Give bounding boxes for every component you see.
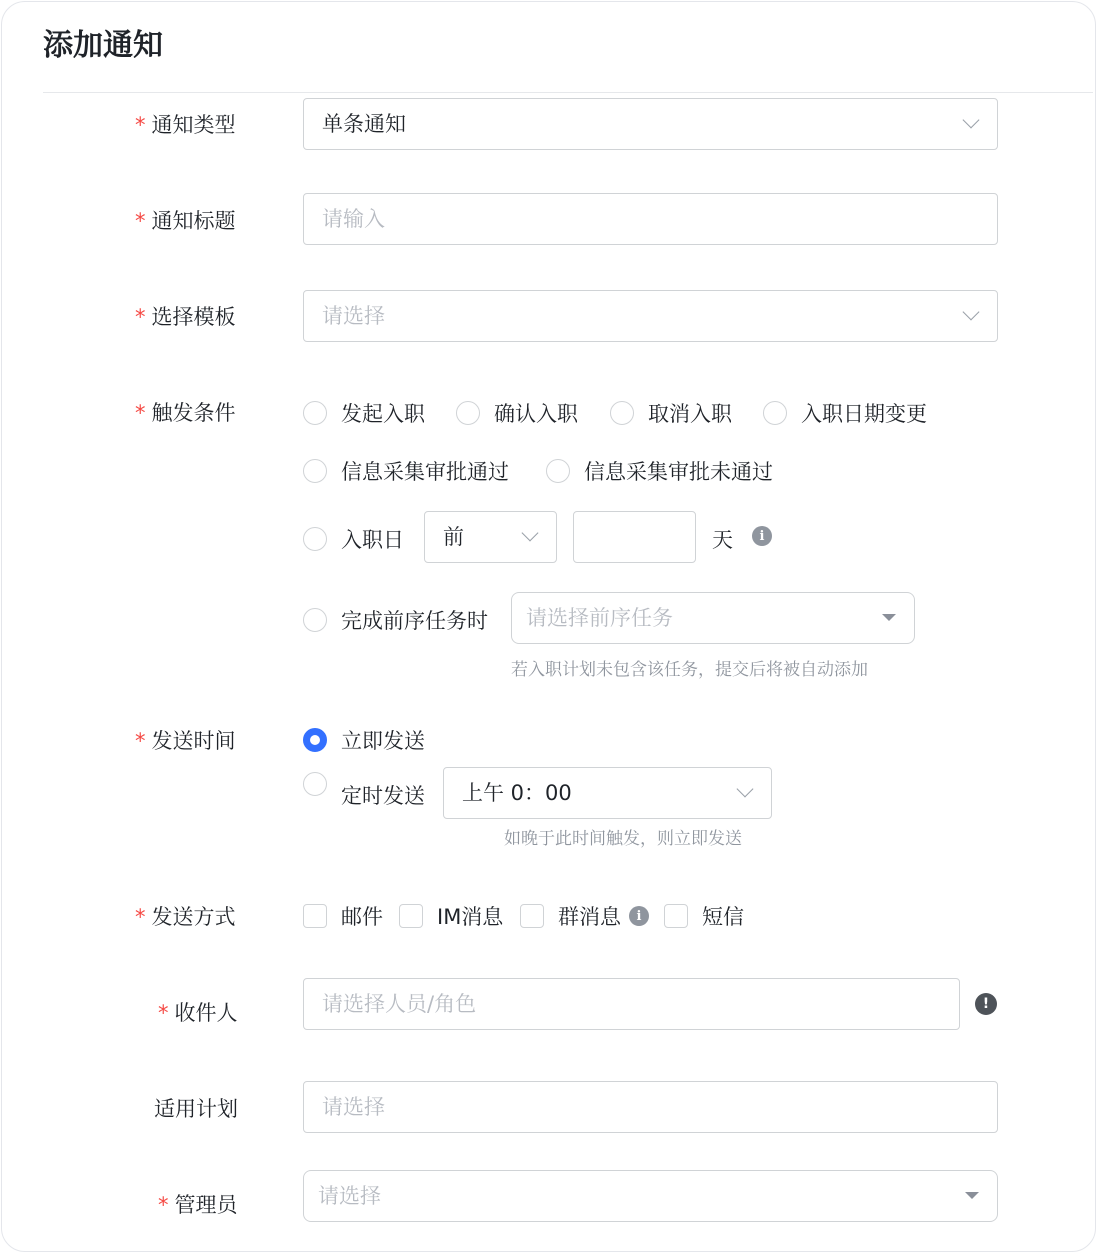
radio[interactable] <box>303 772 327 796</box>
scheduled-time-picker[interactable]: 上午 0：00 <box>443 767 772 819</box>
admin-label: * 管理员 <box>158 1193 238 1217</box>
radio[interactable] <box>303 527 327 551</box>
recipients-warning[interactable] <box>975 993 997 1015</box>
notify-title-input[interactable]: 请输入 <box>303 193 998 245</box>
radio[interactable] <box>610 401 634 425</box>
notify-title-label: * 通知标题 <box>135 209 236 233</box>
trigger-option-info-approved[interactable]: 信息采集审批通过 <box>303 456 509 486</box>
plan-label: 适用计划 <box>154 1097 238 1121</box>
send-method-im[interactable]: IM消息 <box>399 901 503 931</box>
checkbox[interactable] <box>303 904 327 928</box>
trigger-option-date-change[interactable]: 入职日期变更 <box>763 398 927 428</box>
send-time-label: * 发送时间 <box>135 729 236 753</box>
info-icon[interactable]: i <box>752 526 772 546</box>
info-icon[interactable]: i <box>629 906 649 926</box>
send-time-hint: 如晚于此时间触发，则立即发送 <box>504 829 742 849</box>
warning-icon[interactable]: ! <box>975 993 997 1015</box>
checkbox[interactable] <box>399 904 423 928</box>
add-notification-card <box>1 1 1096 1252</box>
send-scheduled-option[interactable]: 定时发送 <box>303 772 425 810</box>
required-mark: * <box>135 729 146 753</box>
chevron-down-icon <box>737 781 754 798</box>
trigger-label: * 触发条件 <box>135 401 236 425</box>
required-mark: * <box>135 113 146 137</box>
radio[interactable] <box>456 401 480 425</box>
template-select[interactable]: 请选择 <box>303 290 998 342</box>
caret-down-icon <box>965 1192 979 1199</box>
required-mark: * <box>158 1001 169 1025</box>
radio[interactable] <box>303 401 327 425</box>
radio-checked[interactable] <box>303 728 327 752</box>
required-mark: * <box>135 401 146 425</box>
radio[interactable] <box>303 608 327 632</box>
entry-day-count-input[interactable] <box>573 511 696 563</box>
chevron-down-icon <box>963 112 980 129</box>
required-mark: * <box>135 905 146 929</box>
notify-type-select[interactable]: 单条通知 <box>303 98 998 150</box>
chevron-down-icon <box>522 525 539 542</box>
pre-task-hint: 若入职计划未包含该任务，提交后将被自动添加 <box>511 660 868 680</box>
trigger-option-pre-task[interactable]: 完成前序任务时 <box>303 605 488 635</box>
send-method-sms[interactable]: 短信 <box>664 901 744 931</box>
trigger-option-confirm[interactable]: 确认入职 <box>456 398 578 428</box>
trigger-option-info-rejected[interactable]: 信息采集审批未通过 <box>546 456 773 486</box>
send-immediately-option[interactable]: 立即发送 <box>303 725 425 755</box>
caret-down-icon <box>882 614 896 621</box>
required-mark: * <box>158 1193 169 1217</box>
trigger-option-entry-day[interactable]: 入职日 <box>303 524 404 554</box>
admin-select[interactable]: 请选择 <box>303 1170 998 1222</box>
template-label: * 选择模板 <box>135 305 236 329</box>
pre-task-select[interactable]: 请选择前序任务 <box>511 592 915 644</box>
notify-type-label: * 通知类型 <box>135 113 236 137</box>
entry-day-unit: 天 <box>712 528 733 552</box>
checkbox[interactable] <box>664 904 688 928</box>
send-method-label: * 发送方式 <box>135 905 236 929</box>
send-method-group[interactable]: 群消息 i <box>520 901 649 931</box>
recipients-select[interactable]: 请选择人员/角色 <box>303 978 960 1030</box>
radio[interactable] <box>546 459 570 483</box>
required-mark: * <box>135 209 146 233</box>
radio[interactable] <box>303 459 327 483</box>
trigger-option-cancel[interactable]: 取消入职 <box>610 398 732 428</box>
trigger-option-start[interactable]: 发起入职 <box>303 398 425 428</box>
entry-day-relation-select[interactable]: 前 <box>424 511 557 563</box>
entry-day-info[interactable] <box>752 526 772 546</box>
checkbox[interactable] <box>520 904 544 928</box>
title-divider <box>43 92 1093 93</box>
chevron-down-icon <box>963 304 980 321</box>
send-method-email[interactable]: 邮件 <box>303 901 383 931</box>
plan-select[interactable]: 请选择 <box>303 1081 998 1133</box>
required-mark: * <box>135 305 146 329</box>
page-title: 添加通知 <box>43 28 163 63</box>
radio[interactable] <box>763 401 787 425</box>
recipients-label: * 收件人 <box>158 1001 238 1025</box>
